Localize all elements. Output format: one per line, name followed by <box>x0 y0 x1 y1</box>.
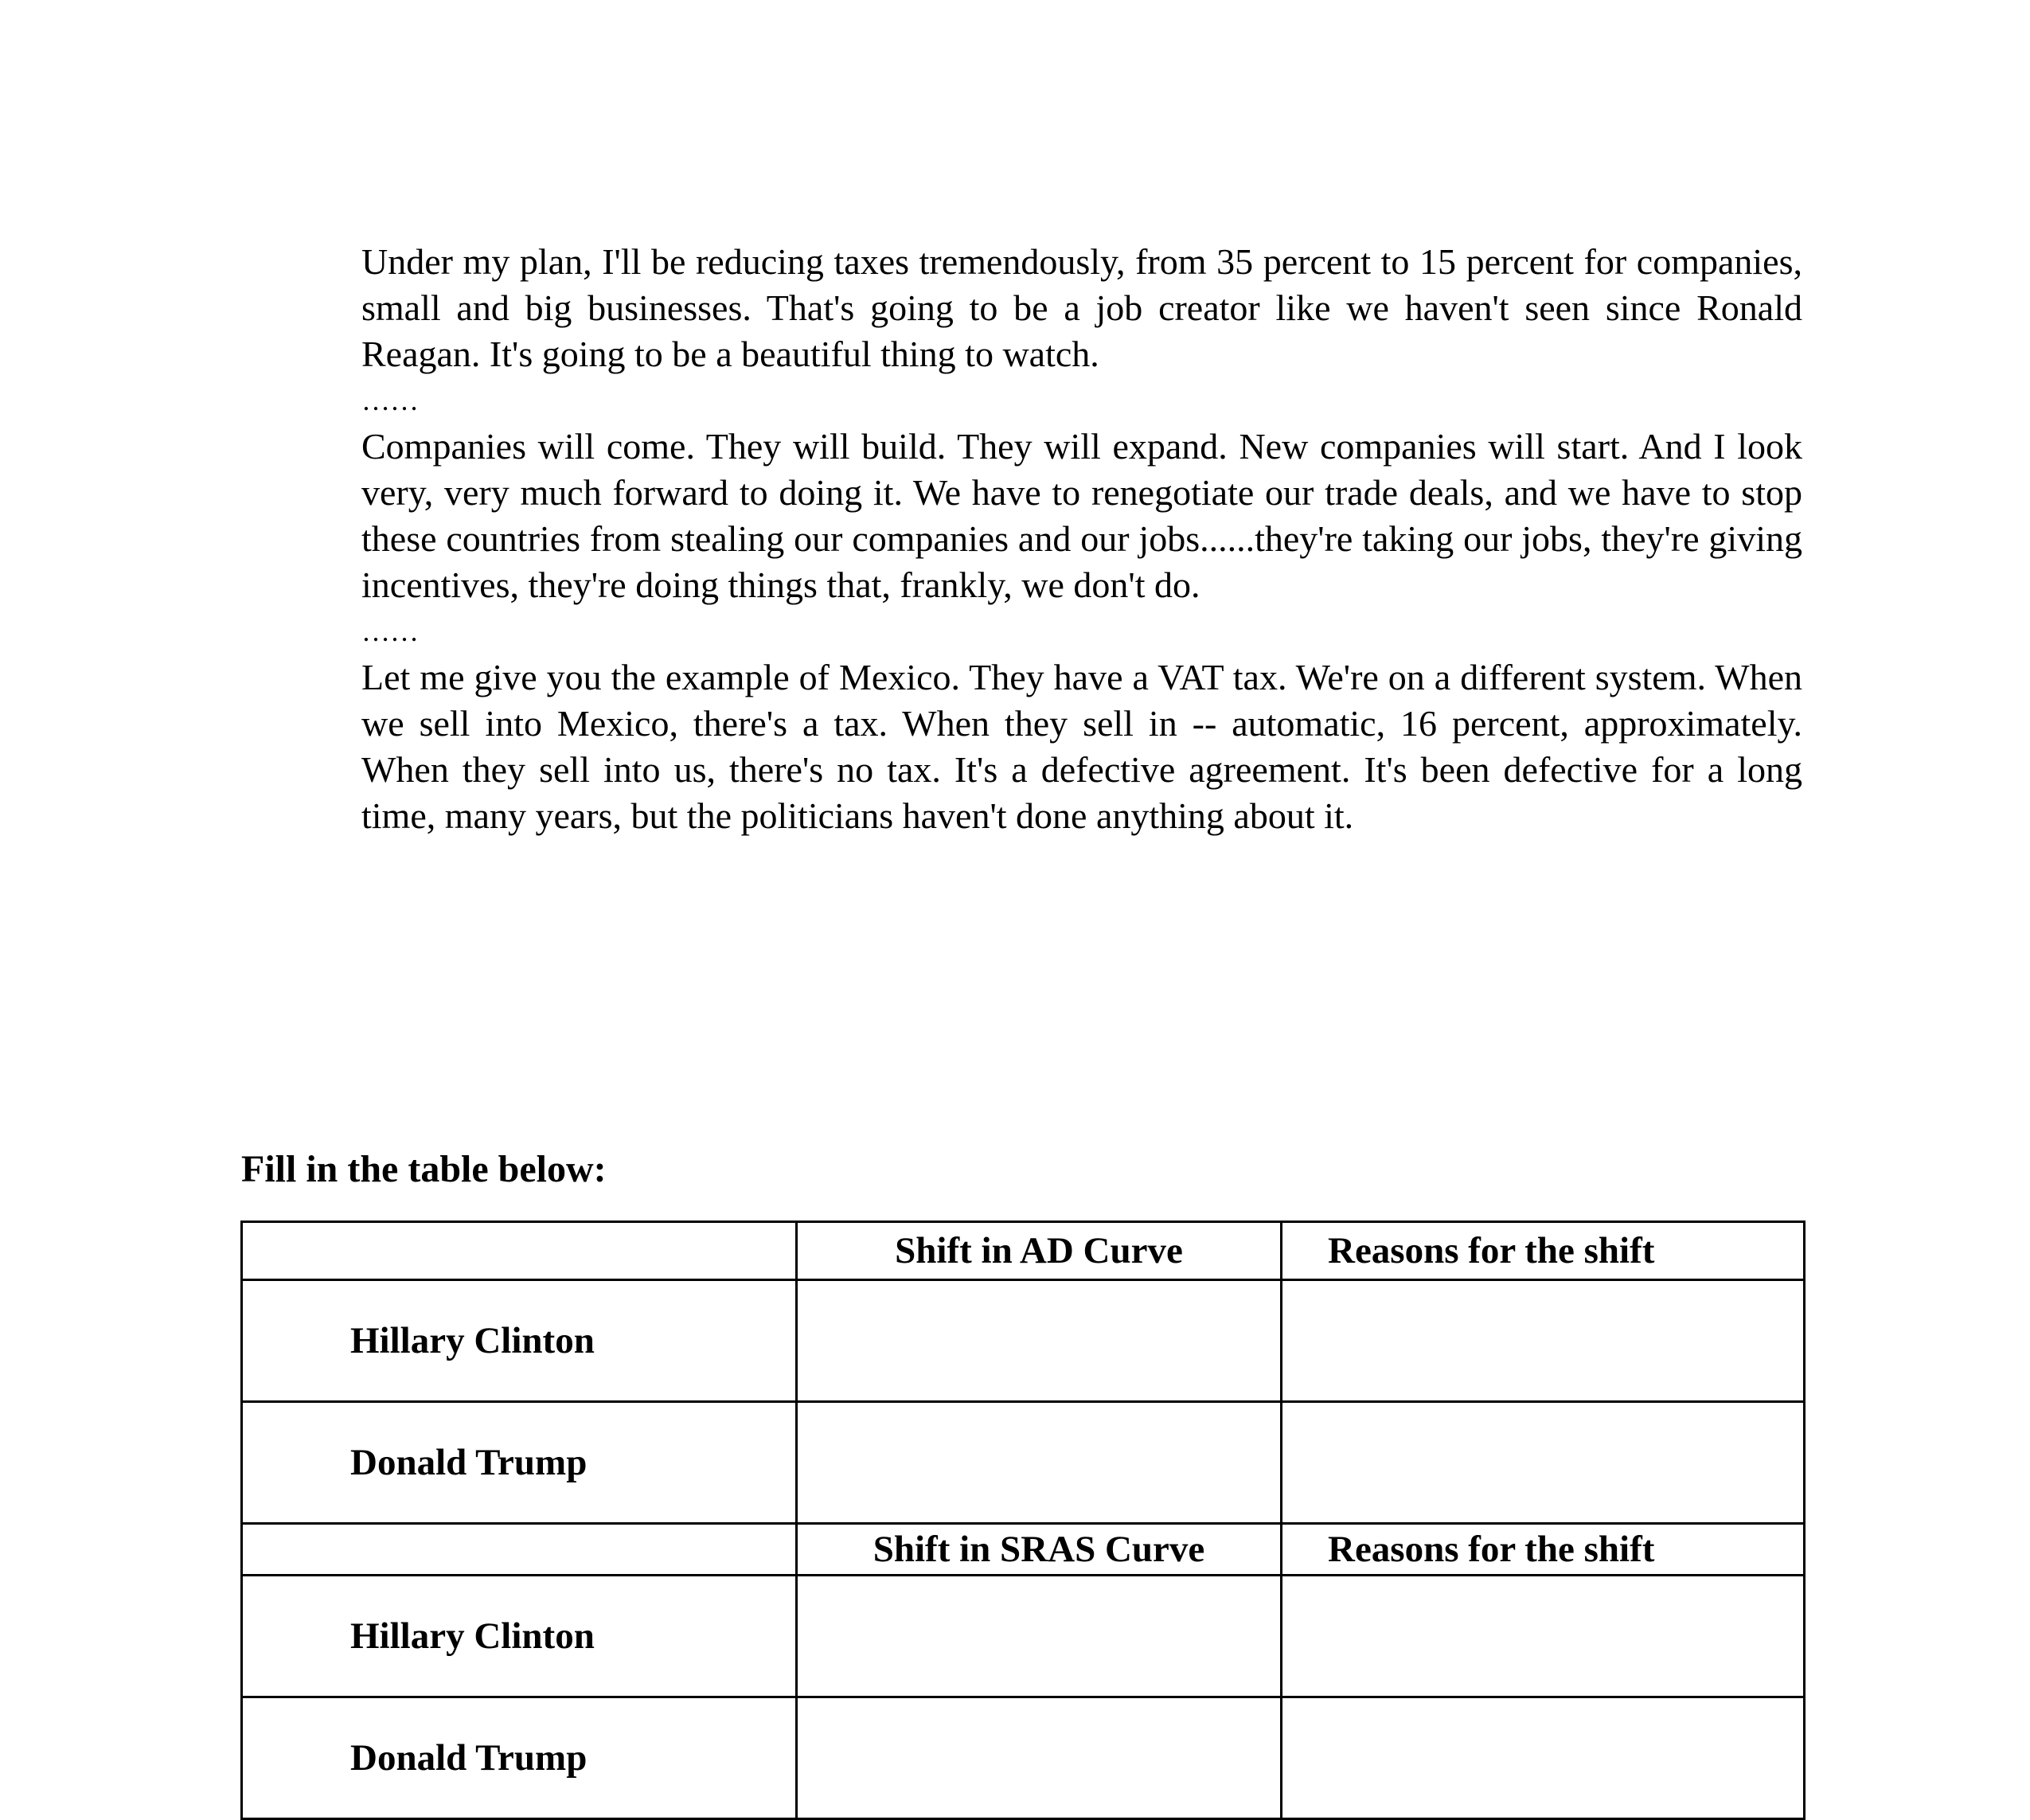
ad-header-blank-cell <box>242 1222 797 1280</box>
sras-trump-reason-cell[interactable] <box>1282 1697 1805 1819</box>
sras-row-name-trump: Donald Trump <box>242 1697 797 1819</box>
sras-trump-shift-cell[interactable] <box>797 1697 1282 1819</box>
quote-separator-1: …… <box>361 385 419 416</box>
ad-header-row <box>242 1222 1805 1280</box>
sras-clinton-shift-cell[interactable] <box>797 1576 1282 1697</box>
ad-trump-reason-cell[interactable] <box>1282 1402 1805 1524</box>
ad-clinton-reason-cell[interactable] <box>1282 1280 1805 1402</box>
sras-clinton-reason-cell[interactable] <box>1282 1576 1805 1697</box>
table-row <box>242 1402 1805 1524</box>
speech-quote <box>361 239 1802 839</box>
sras-header-blank-cell <box>242 1524 797 1576</box>
ad-row-name-clinton: Hillary Clinton <box>242 1280 797 1402</box>
sras-reason-header: Reasons for the shift <box>1282 1524 1805 1576</box>
ad-clinton-shift-cell[interactable] <box>797 1280 1282 1402</box>
fill-in-table <box>240 1220 1806 1820</box>
table-row <box>242 1576 1805 1697</box>
quote-separator-2: …… <box>361 615 419 647</box>
sras-shift-header: Shift in SRAS Curve <box>797 1524 1282 1576</box>
ad-shift-header: Shift in AD Curve <box>797 1222 1282 1280</box>
ad-trump-shift-cell[interactable] <box>797 1402 1282 1524</box>
sras-row-name-clinton: Hillary Clinton <box>242 1576 797 1697</box>
table-row <box>242 1280 1805 1402</box>
table-instruction: Fill in the table below: <box>241 1148 607 1190</box>
ad-row-name-trump: Donald Trump <box>242 1402 797 1524</box>
sras-header-row <box>242 1524 1805 1576</box>
ad-reason-header: Reasons for the shift <box>1282 1222 1805 1280</box>
quote-paragraph-1: Under my plan, I'll be reducing taxes tremendously, from 35 percent to 15 percent for companies, small and big businesses. That's going to be a job creator like we haven't seen since Ronald Reagan. It's going to be a beautiful thing to watch. <box>361 241 1802 374</box>
quote-paragraph-3: Let me give you the example of Mexico. They have a VAT tax. We're on a different system. When we sell into Mexico, there's a tax. When they sell in -- automatic, 16 percent, approximately. When they sell into us, there's no tax. It's a defective agreement. It's been defective for a long time, many years, but the politicians haven't done anything about it. <box>361 657 1802 836</box>
quote-paragraph-2: Companies will come. They will build. They will expand. New companies will start. And I look very, very much forward to doing it. We have to renegotiate our trade deals, and we have to stop these countries from stealing our companies and our jobs......they're taking our jobs, they're giving incentives, they're doing things that, frankly, we don't do. <box>361 426 1802 605</box>
table-row <box>242 1697 1805 1819</box>
